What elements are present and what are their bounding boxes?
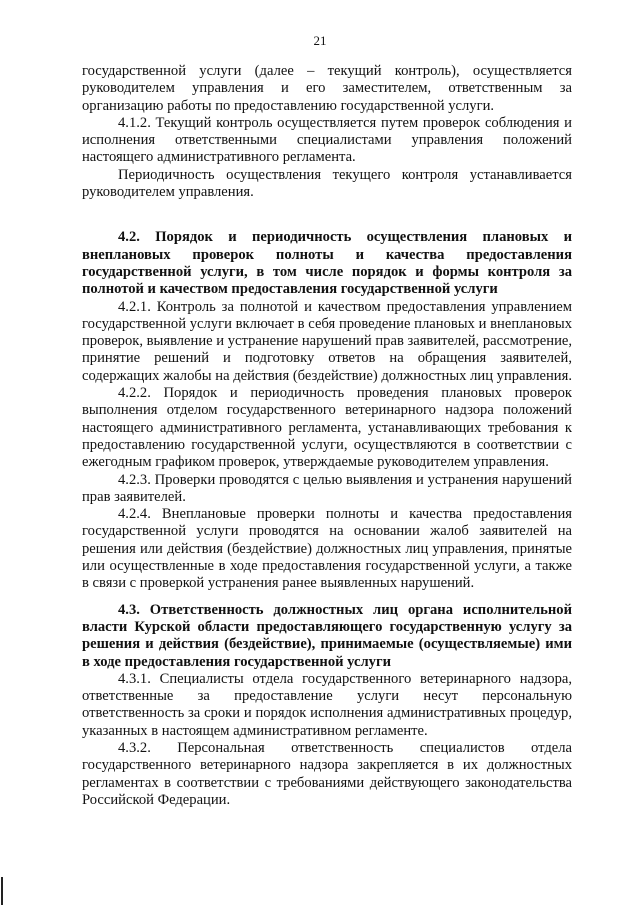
section-heading-4-3: 4.3. Ответственность должностных лиц органа исполнительной власти Курской области предоставляющего государственную услугу за решения и действия (бездействие), принимаемые (осуществляемые) ими в ходе предоставления государственной услуги (82, 601, 572, 670)
document-body (82, 63, 572, 809)
paragraph-4-2-2: 4.2.2. Порядок и периодичность проведения плановых проверок выполнения отделом государственного ветеринарного надзора положений настоящего административного регламента, устанавливающих требования к предоставлению государственной услуги, осуществляются в соответствии с ежегодным графиком проверок, утверждаемые руководителем управления. (82, 385, 572, 471)
scan-edge-mark (1, 877, 3, 905)
paragraph-periodicity: Периодичность осуществления текущего контроля устанавливается руководителем управления. (82, 166, 572, 201)
paragraph-current-control: государственной услуги (далее – текущий контроль), осуществляется руководителем управления и его заместителем, ответственным за организацию работы по предоставлению государственной услуги. (82, 63, 572, 114)
paragraph-4-3-2: 4.3.2. Персональная ответственность специалистов отдела государственного ветеринарного надзора закрепляется в их должностных регламентах в соответствии с требованиями действующего законодательства Российской Федерации. (82, 739, 572, 808)
section-heading-4-2: 4.2. Порядок и периодичность осуществления плановых и внеплановых проверок полноты и качества предоставления государственной услуги, в том числе порядок и формы контроля за полнотой и качеством предоставления государственной услуги (82, 229, 572, 298)
paragraph-4-1-2: 4.1.2. Текущий контроль осуществляется путем проверок соблюдения и исполнения ответственными специалистами управления положений настоящего административного регламента. (82, 114, 572, 166)
paragraph-4-3-1: 4.3.1. Специалисты отдела государственного ветеринарного надзора, ответственные за предоставление услуги несут персональную ответственность за сроки и порядок исполнения административных процедур, указанных в настоящем административном регламенте. (82, 670, 572, 739)
paragraph-4-2-1: 4.2.1. Контроль за полнотой и качеством предоставления управлением государственной услуги включает в себя проведение плановых и внеплановых проверок, выявление и устранение нарушений прав заявителей, рассмотрение, принятие решений и подготовку ответов на обращения заявителей, содержащих жалобы на действия (бездействие) должностных лиц управления. (82, 298, 573, 384)
page-number: 21 (313, 33, 327, 48)
paragraph-4-2-4: 4.2.4. Внеплановые проверки полноты и качества предоставления государственной услуги проводятся на основании жалоб заявителей на решения или действия (бездействие) должностных лиц управления, принятые или осуществленные в ходе предоставления государственной услуги, а также в связи с проверкой устранения ранее выявленных нарушений. (82, 506, 572, 592)
paragraph-4-2-3: 4.2.3. Проверки проводятся с целью выявления и устранения нарушений прав заявителей. (82, 471, 572, 505)
